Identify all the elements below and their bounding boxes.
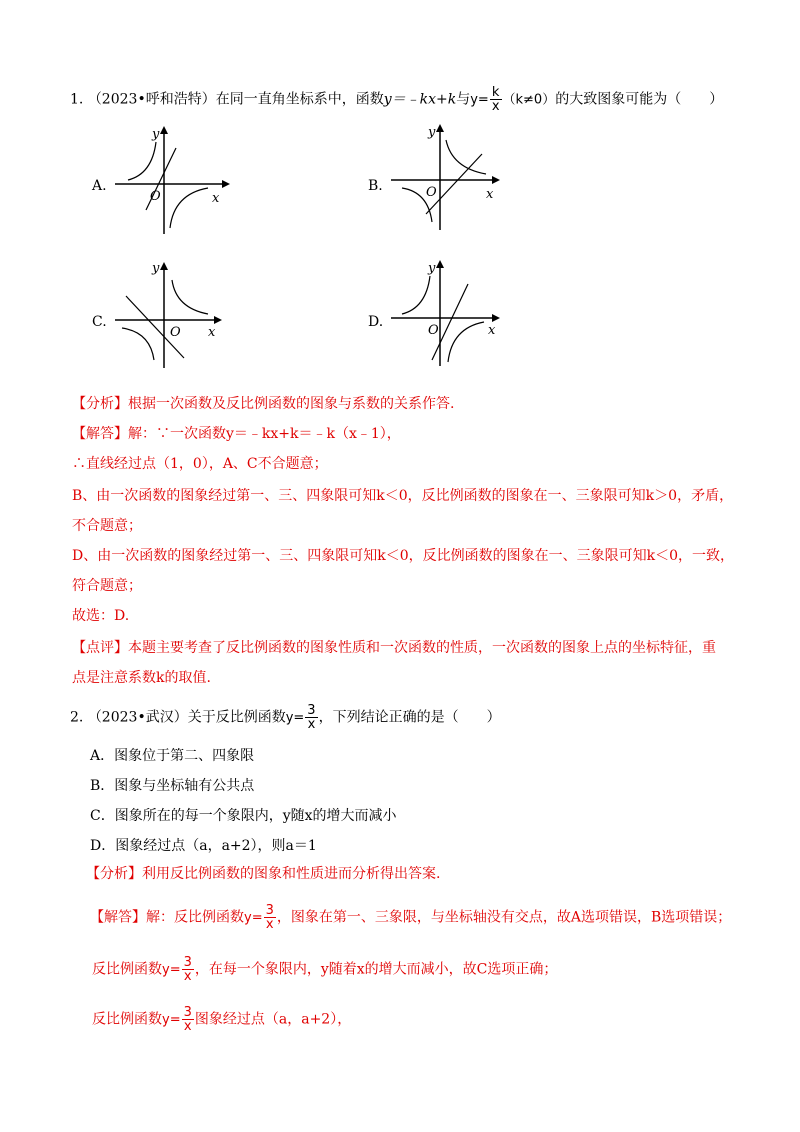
q1-option-c-graph bbox=[110, 256, 235, 371]
q2-solution-l2: 反比例函数y= $\frac{3}{x}$ ，在每一个象限内，y随着x的增大而减小，故C选项正确； bbox=[92, 955, 558, 984]
q1-number: 1. bbox=[70, 91, 84, 108]
q1-condition: （k≠0） bbox=[502, 92, 556, 108]
x-axis-label: x bbox=[486, 187, 494, 202]
q2-sol2-fraction: $\frac{3}{x}$ bbox=[183, 955, 192, 984]
q1-analysis bbox=[72, 394, 454, 414]
x-axis-arrow-icon bbox=[222, 180, 230, 188]
q1-option-d-graph bbox=[386, 254, 511, 369]
q1-option-c-label: C. bbox=[92, 314, 107, 330]
q1-option-b-graph bbox=[386, 118, 511, 233]
q2-stem-a: 关于反比例函数 bbox=[187, 709, 286, 726]
origin-label: O bbox=[170, 325, 181, 340]
q2-fraction: $\frac{3}{x}$ bbox=[307, 703, 316, 732]
q2-sol1-fraction: $\frac{3}{x}$ bbox=[265, 903, 274, 932]
q1-stem bbox=[70, 86, 723, 113]
line-graph bbox=[426, 154, 482, 214]
y-axis-arrow-icon bbox=[436, 260, 444, 268]
q1-option-a-graph bbox=[110, 122, 235, 237]
q2-option-a: A．图象位于第二、四象限 bbox=[90, 748, 255, 764]
q2-stem-b: ，下列结论正确的是（ ） bbox=[318, 709, 501, 726]
y-axis-arrow-icon bbox=[436, 124, 444, 132]
origin-label: O bbox=[150, 189, 161, 204]
x-axis-label: x bbox=[488, 323, 496, 338]
q1-solution-l2: ∴直线经过点（1，0），A、C不合题意； bbox=[72, 456, 328, 472]
q1-solution-l3: B、由一次函数的图象经过第一、三、四象限可知k＜0，反比例函数的图象在一、三象限可知k＞0，矛盾， bbox=[72, 488, 734, 504]
q1-analysis-tag: 【分析】 bbox=[72, 396, 128, 412]
q1-solution-l7: 故选：D. bbox=[72, 608, 130, 624]
q1-stem-c: 的大致图象可能为（ ） bbox=[555, 91, 724, 108]
q1-option-a-label: A. bbox=[92, 178, 107, 194]
y-axis-arrow-icon bbox=[160, 262, 168, 270]
q1-solution-l4: 不合题意； bbox=[72, 518, 142, 534]
x-axis-arrow-icon bbox=[492, 314, 500, 322]
q2-number: 2. bbox=[70, 709, 84, 726]
hyperbola-branch-q4 bbox=[170, 188, 208, 228]
q1-option-d-label: D. bbox=[368, 314, 384, 330]
q2-option-d: D．图象经过点（a，a+2），则a＝1 bbox=[90, 838, 317, 854]
y-axis-label: y bbox=[428, 125, 436, 140]
q1-solution-tag: 【解答】 bbox=[72, 426, 128, 442]
hyperbola-branch-q3 bbox=[122, 328, 154, 360]
q2-option-b: B．图象与坐标轴有公共点 bbox=[90, 778, 255, 794]
hyperbola-branch-q2 bbox=[128, 142, 156, 180]
q1-stem-b: 与 bbox=[456, 91, 471, 108]
q1-comment-l2: 点是注意系数k的取值. bbox=[72, 670, 211, 686]
q1-fraction: $\frac{k}{x}$ bbox=[491, 85, 500, 114]
x-axis-label: x bbox=[212, 191, 220, 206]
x-axis-arrow-icon bbox=[492, 176, 500, 184]
line-graph bbox=[432, 284, 468, 360]
q2-solution-l3: 反比例函数y= $\frac{3}{x}$ 图象经过点（a，a+2）， bbox=[92, 1005, 352, 1034]
q1-solution-l5: D、由一次函数的图象经过第一、三、四象限可知k＜0，反比例函数的图象在一、三象限可知k＜0，一致， bbox=[72, 548, 735, 564]
q2-sol3-fraction: $\frac{3}{x}$ bbox=[183, 1005, 192, 1034]
q1-comment-l1: 【点评】本题主要考查了反比例函数的图象性质和一次函数的性质，一次函数的图象上点的坐标特征，重 bbox=[72, 640, 716, 656]
q2-analysis-tag: 【分析】 bbox=[86, 866, 142, 882]
x-axis-arrow-icon bbox=[214, 316, 222, 324]
y-axis-label: y bbox=[152, 127, 160, 142]
y-axis-arrow-icon bbox=[160, 126, 168, 134]
q2-solution-l1: 【解答】解：反比例函数y= $\frac{3}{x}$ ，图象在第一、三象限，与坐标轴没有交点，故A选项错误，B选项错误； bbox=[90, 903, 732, 932]
q2-analysis-text: 利用反比例函数的图象和性质进而分析得出答案. bbox=[142, 866, 441, 882]
q2-source: （2023•武汉） bbox=[87, 709, 188, 726]
hyperbola-branch-q1 bbox=[172, 280, 208, 314]
q2-option-c: C．图象所在的每一个象限内，y随x的增大而减小 bbox=[90, 808, 397, 824]
q2-fn-lhs: y= bbox=[285, 710, 305, 726]
y-axis-label: y bbox=[152, 261, 160, 276]
origin-label: O bbox=[428, 323, 439, 338]
hyperbola-branch-q4 bbox=[448, 322, 484, 362]
y-axis-label: y bbox=[428, 261, 436, 276]
q2-analysis bbox=[86, 864, 440, 884]
hyperbola-branch-q2 bbox=[402, 276, 430, 314]
q1-analysis-text: 根据一次函数及反比例函数的图象与系数的关系作答. bbox=[128, 396, 455, 412]
q2-stem bbox=[70, 704, 501, 731]
q1-comment-tag: 【点评】 bbox=[72, 640, 128, 656]
q1-solution-l1: 【解答】解：∵一次函数y＝﹣kx+k＝﹣k（x﹣1）， bbox=[72, 426, 401, 442]
origin-label: O bbox=[426, 185, 437, 200]
q1-fn1: y＝﹣kx+k bbox=[383, 91, 457, 108]
q1-solution-l6: 符合题意； bbox=[72, 578, 142, 594]
q1-stem-a: 在同一直角坐标系中，函数 bbox=[215, 91, 384, 108]
q2-solution-tag: 【解答】 bbox=[90, 909, 146, 926]
q1-option-b-label: B. bbox=[368, 178, 383, 194]
x-axis-label: x bbox=[208, 325, 216, 340]
q1-fn2-lhs: y= bbox=[470, 92, 489, 108]
q1-source: （2023•呼和浩特） bbox=[87, 91, 216, 108]
